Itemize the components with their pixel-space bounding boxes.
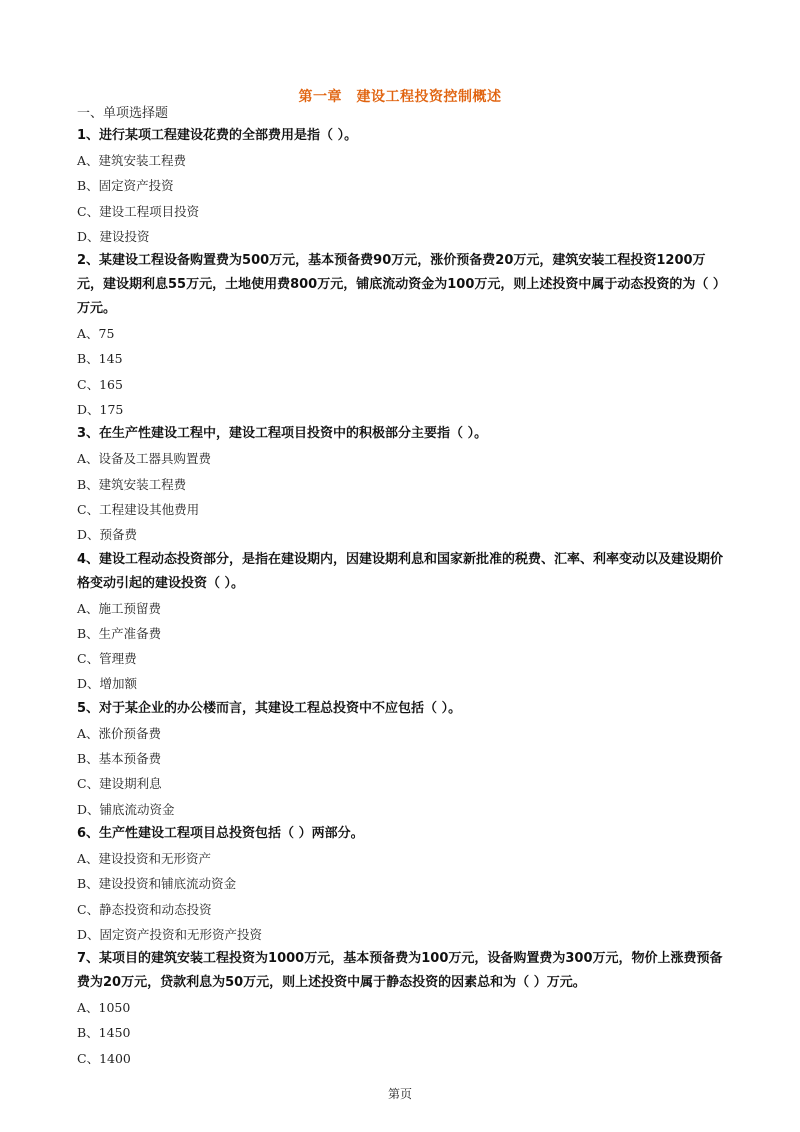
answer-option: C、165 — [77, 376, 123, 392]
question-text: 5、对于某企业的办公楼而言，其建设工程总投资中不应包括（ ）。 — [77, 700, 462, 716]
question-block — [77, 422, 725, 547]
answer-option: A、建筑安装工程费 — [77, 153, 187, 168]
answer-option: D、铺底流动资金 — [77, 801, 175, 817]
answer-option: C、静态投资和动态投资 — [77, 901, 212, 917]
question-text: 1、进行某项工程建设花费的全部费用是指（ ）。 — [77, 128, 358, 143]
answer-option: B、1450 — [77, 1025, 131, 1041]
section-heading: 一、单项选择题 — [77, 106, 169, 121]
answer-option: D、建设投资 — [77, 228, 150, 244]
answer-option: C、建设工程项目投资 — [77, 203, 200, 219]
answer-option: A、1050 — [77, 1000, 131, 1016]
question-list — [77, 104, 725, 1071]
question-block — [77, 124, 725, 249]
question-block — [77, 249, 725, 422]
answer-option: C、1400 — [77, 1050, 131, 1066]
page-footer: 第页 — [387, 1087, 412, 1101]
answer-option: B、生产准备费 — [77, 625, 162, 641]
answer-option: A、涨价预备费 — [77, 725, 162, 741]
question-block — [77, 697, 725, 822]
chapter-title: 第一章 建设工程投资控制概述 — [298, 89, 502, 105]
answer-option: C、管理费 — [77, 651, 137, 667]
answer-option: A、施工预留费 — [77, 600, 162, 616]
answer-option: C、建设期利息 — [77, 776, 162, 792]
answer-option: D、固定资产投资和无形资产投资 — [77, 926, 263, 942]
answer-option: A、建设投资和无形资产 — [77, 850, 212, 866]
answer-option: B、建设投资和铺底流动资金 — [77, 876, 237, 892]
question-text: 6、生产性建设工程项目总投资包括（ ）两部分。 — [77, 825, 364, 841]
answer-option: B、145 — [77, 351, 123, 367]
question-text: 4、建设工程动态投资部分，是指在建设期内，因建设期利息和国家新批准的税费、汇率、利率变动以及建设期价格变动引起的建设投资（ ）。 — [77, 551, 724, 591]
question-text: 2、某建设工程设备购置费为500万元，基本预备费90万元，涨价预备费20万元，建筑安装工程投资1200万元，建设期利息55万元，土地使用费800万元，铺底流动资金为100万元，则上述投资中属于动态投资的为（ ）万元。 — [77, 253, 720, 317]
question-text: 3、在生产性建设工程中，建设工程项目投资中的积极部分主要指（ ）。 — [77, 426, 488, 442]
answer-option: A、75 — [77, 326, 115, 342]
answer-option: B、固定资产投资 — [77, 178, 174, 194]
answer-option: B、基本预备费 — [77, 751, 162, 767]
answer-option: B、建筑安装工程费 — [77, 476, 187, 492]
question-block — [77, 548, 725, 697]
question-text: 7、某项目的建筑安装工程投资为1000万元，基本预备费为100万元，设备购置费为300万元，物价上涨费预备费为20万元，贷款利息为50万元，则上述投资中属于静态投资的因素总和为（ ）万元。 — [77, 951, 723, 991]
answer-option: D、增加额 — [77, 676, 138, 692]
answer-option: D、175 — [77, 402, 124, 418]
question-block — [77, 947, 725, 1071]
answer-option: A、设备及工器具购置费 — [77, 451, 212, 467]
answer-option: C、工程建设其他费用 — [77, 501, 200, 517]
question-block — [77, 822, 725, 947]
answer-option: D、预备费 — [77, 527, 138, 543]
